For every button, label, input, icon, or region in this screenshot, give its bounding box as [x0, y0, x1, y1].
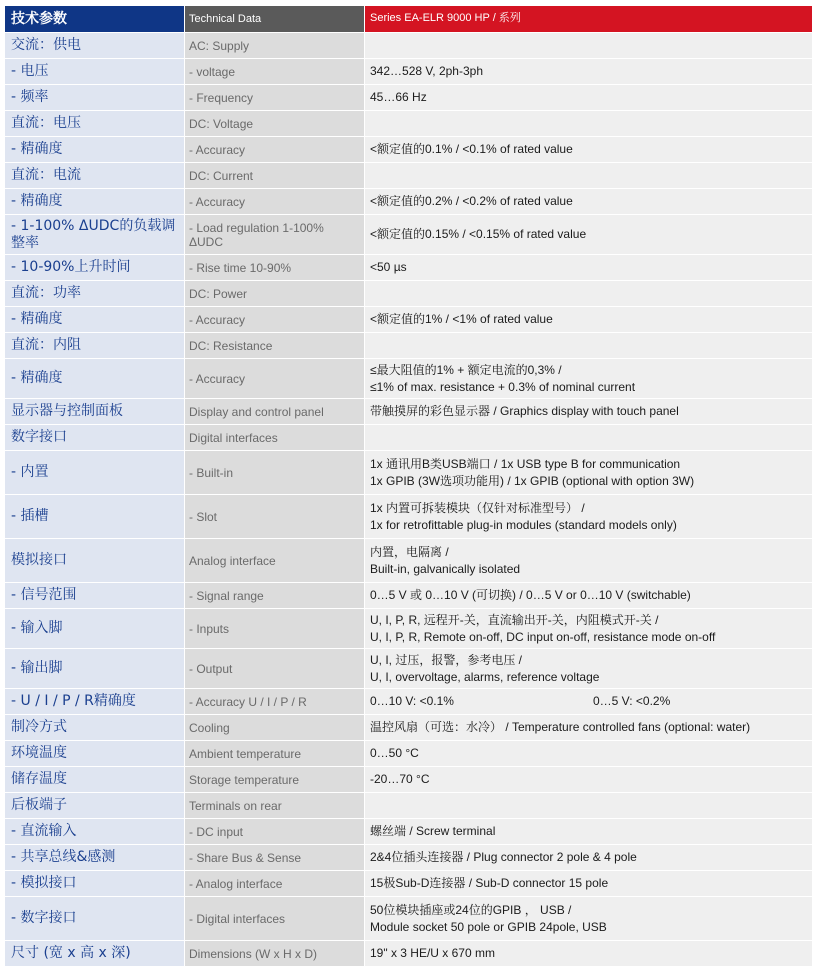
param-value — [365, 189, 812, 214]
table-row — [5, 495, 812, 539]
param-label-en: Terminals on rear — [185, 793, 365, 818]
param-value — [365, 163, 812, 188]
param-value-line: 温控风扇（可选：水冷） / Temperature controlled fans (optional: water) — [370, 720, 751, 735]
table-row — [5, 281, 812, 307]
param-value-line: 0…5 V 或 0…10 V (可切换) / 0…5 V or 0…10 V (switchable) — [370, 588, 691, 603]
param-value — [365, 715, 812, 740]
param-value-line: 1x GPIB (3W选项功能用) / 1x GPIB (optional with option 3W) — [370, 473, 695, 488]
table-row — [5, 163, 812, 189]
param-label-en: - Signal range — [185, 583, 365, 608]
param-label-zh: - 内置 — [5, 451, 185, 494]
technical-data-table — [5, 6, 812, 967]
param-label-zh: - 信号范围 — [5, 583, 185, 608]
param-value — [365, 215, 812, 254]
param-label-zh: - 精确度 — [5, 189, 185, 214]
param-value — [365, 649, 812, 688]
param-value-line: 1x 内置可拆装模块（仅针对标准型号） / — [370, 500, 585, 515]
param-value — [365, 59, 812, 84]
param-label-zh: - 模拟接口 — [5, 871, 185, 896]
table-row — [5, 59, 812, 85]
param-value-line: 带触摸屏的彩色显示器 / Graphics display with touch panel — [370, 404, 679, 419]
param-label-en: DC: Power — [185, 281, 365, 306]
param-value-line: -20…70 °C — [370, 772, 430, 787]
param-value-line: 1x 通讯用B类USB端口 / 1x USB type B for communication — [370, 456, 681, 471]
header-series: Series EA-ELR 9000 HP / 系列 — [365, 6, 812, 32]
param-value — [365, 451, 812, 494]
param-value — [365, 85, 812, 110]
param-value — [365, 793, 812, 818]
param-label-en: - Accuracy — [185, 359, 365, 398]
param-label-zh: - 输出脚 — [5, 649, 185, 688]
param-value-line: 1x for retrofittable plug-in modules (standard models only) — [370, 517, 677, 532]
param-value — [365, 741, 812, 766]
table-row — [5, 215, 812, 255]
param-value-line: <额定值的0.15% / <0.15% of rated value — [370, 227, 587, 242]
param-value-line: 50位模块插座或24位的GPIB ， USB / — [370, 902, 572, 917]
param-label-zh: - 1-100% ΔUDC的负载调整率 — [5, 215, 185, 254]
param-label-zh: 制冷方式 — [5, 715, 185, 740]
param-label-en: Ambient temperature — [185, 741, 365, 766]
param-value-line: U, I, overvoltage, alarms, reference voltage — [370, 669, 600, 684]
param-label-en: DC: Voltage — [185, 111, 365, 136]
param-label-zh: 尺寸 (宽 x 高 x 深) — [5, 941, 185, 966]
param-label-en: - Analog interface — [185, 871, 365, 896]
param-value — [365, 539, 812, 582]
param-label-en: - Load regulation 1-100% ΔUDC — [185, 215, 365, 254]
param-value — [365, 767, 812, 792]
param-label-zh: 直流：功率 — [5, 281, 185, 306]
param-value-line: Module socket 50 pole or GPIB 24pole, USB — [370, 919, 607, 934]
param-label-zh: - 插槽 — [5, 495, 185, 538]
table-row — [5, 425, 812, 451]
param-label-en: - Accuracy — [185, 307, 365, 332]
param-value-line: U, I, P, R, Remote on-off, DC input on-off, resistance mode on-off — [370, 629, 716, 644]
param-label-zh: - 共享总线&感测 — [5, 845, 185, 870]
table-row — [5, 609, 812, 649]
param-value — [365, 333, 812, 358]
param-value — [365, 255, 812, 280]
param-label-en: DC: Resistance — [185, 333, 365, 358]
table-body — [5, 33, 812, 967]
param-value-line: <额定值的0.1% / <0.1% of rated value — [370, 142, 573, 157]
param-label-en: Analog interface — [185, 539, 365, 582]
param-value-line: ≤1% of max. resistance + 0.3% of nominal current — [370, 379, 636, 394]
param-label-en: - Digital interfaces — [185, 897, 365, 940]
param-value-line: <50 µs — [370, 260, 407, 275]
table-row — [5, 255, 812, 281]
param-label-en: DC: Current — [185, 163, 365, 188]
table-row — [5, 819, 812, 845]
param-label-en: Dimensions (W x H x D) — [185, 941, 365, 966]
param-label-en: Cooling — [185, 715, 365, 740]
table-row — [5, 137, 812, 163]
param-label-zh: 环境温度 — [5, 741, 185, 766]
param-value-line: 2&4位插头连接器 / Plug connector 2 pole & 4 pole — [370, 850, 637, 865]
param-value — [365, 399, 812, 424]
table-row — [5, 583, 812, 609]
table-row — [5, 897, 812, 941]
param-label-en: Storage temperature — [185, 767, 365, 792]
param-label-en: - Built-in — [185, 451, 365, 494]
param-label-zh: - 输入脚 — [5, 609, 185, 648]
table-row — [5, 649, 812, 689]
param-label-en: - voltage — [185, 59, 365, 84]
param-label-zh: - 电压 — [5, 59, 185, 84]
param-value — [365, 425, 812, 450]
param-value — [365, 897, 812, 940]
table-row — [5, 189, 812, 215]
table-row — [5, 741, 812, 767]
param-label-zh: - 频率 — [5, 85, 185, 110]
param-value — [365, 689, 812, 714]
table-row — [5, 85, 812, 111]
param-value-line: 19" x 3 HE/U x 670 mm — [370, 946, 495, 961]
param-label-en: - DC input — [185, 819, 365, 844]
table-row — [5, 451, 812, 495]
param-label-en: - Accuracy — [185, 189, 365, 214]
param-label-zh: - 精确度 — [5, 137, 185, 162]
param-label-en: - Rise time 10-90% — [185, 255, 365, 280]
param-label-en: - Accuracy — [185, 137, 365, 162]
param-label-en: AC: Supply — [185, 33, 365, 58]
param-label-zh: - 10-90%上升时间 — [5, 255, 185, 280]
param-label-zh: 显示器与控制面板 — [5, 399, 185, 424]
param-value — [365, 845, 812, 870]
param-value-line: 15极Sub-D连接器 / Sub-D connector 15 pole — [370, 876, 609, 891]
table-row — [5, 689, 812, 715]
param-label-zh: 直流：电压 — [5, 111, 185, 136]
header-title-en: Technical Data — [185, 6, 365, 32]
table-row — [5, 871, 812, 897]
param-value — [365, 871, 812, 896]
param-label-en: - Inputs — [185, 609, 365, 648]
param-label-zh: 交流：供电 — [5, 33, 185, 58]
param-label-zh: - 直流输入 — [5, 819, 185, 844]
param-value-line: U, I, 过压，报警，参考电压 / — [370, 652, 523, 667]
param-value-line: 螺丝端 / Screw terminal — [370, 824, 496, 839]
param-label-en: Display and control panel — [185, 399, 365, 424]
param-value-line: 0…50 °C — [370, 746, 419, 761]
param-label-zh: - 数字接口 — [5, 897, 185, 940]
param-value-line: 内置，电隔离 / — [370, 544, 449, 559]
param-value — [365, 819, 812, 844]
table-row — [5, 539, 812, 583]
param-label-zh: - 精确度 — [5, 359, 185, 398]
param-value-line: 45…66 Hz — [370, 90, 427, 105]
param-value — [365, 281, 812, 306]
param-label-en: - Output — [185, 649, 365, 688]
param-label-en: - Share Bus & Sense — [185, 845, 365, 870]
param-value — [365, 33, 812, 58]
table-row — [5, 111, 812, 137]
table-row — [5, 845, 812, 871]
param-label-zh: 模拟接口 — [5, 539, 185, 582]
table-row — [5, 333, 812, 359]
param-value-line: <额定值的0.2% / <0.2% of rated value — [370, 194, 573, 209]
param-value — [365, 495, 812, 538]
param-label-en: Digital interfaces — [185, 425, 365, 450]
table-row — [5, 307, 812, 333]
param-value-line: 342…528 V, 2ph-3ph — [370, 64, 483, 79]
table-row — [5, 793, 812, 819]
table-row — [5, 399, 812, 425]
param-label-zh: 直流：电流 — [5, 163, 185, 188]
param-label-en: - Frequency — [185, 85, 365, 110]
param-value-part: 0…10 V: <0.1% — [370, 694, 454, 709]
param-value-line: Built-in, galvanically isolated — [370, 561, 521, 576]
param-label-en: - Accuracy U / I / P / R — [185, 689, 365, 714]
table-row — [5, 359, 812, 399]
table-header-row — [5, 6, 812, 33]
table-row — [5, 715, 812, 741]
table-row — [5, 767, 812, 793]
table-row — [5, 33, 812, 59]
param-label-zh: 直流：内阻 — [5, 333, 185, 358]
param-value-line: U, I, P, R, 远程开-关，直流输出开-关，内阻模式开-关 / — [370, 612, 659, 627]
param-value — [365, 941, 812, 966]
param-label-zh: 储存温度 — [5, 767, 185, 792]
param-label-zh: 数字接口 — [5, 425, 185, 450]
param-value-line: <额定值的1% / <1% of rated value — [370, 312, 553, 327]
table-row — [5, 941, 812, 967]
param-value — [365, 137, 812, 162]
param-label-zh: 后板端子 — [5, 793, 185, 818]
param-value — [365, 609, 812, 648]
param-label-zh: - 精确度 — [5, 307, 185, 332]
param-value-line: ≤最大阻值的1% + 额定电流的0,3% / — [370, 362, 562, 377]
param-value — [365, 111, 812, 136]
param-value-part: 0…5 V: <0.2% — [593, 694, 671, 709]
param-value — [365, 583, 812, 608]
param-label-en: - Slot — [185, 495, 365, 538]
header-title-zh: 技术参数 — [5, 6, 185, 32]
param-value — [365, 359, 812, 398]
param-label-zh: - U / I / P / R精确度 — [5, 689, 185, 714]
param-value — [365, 307, 812, 332]
